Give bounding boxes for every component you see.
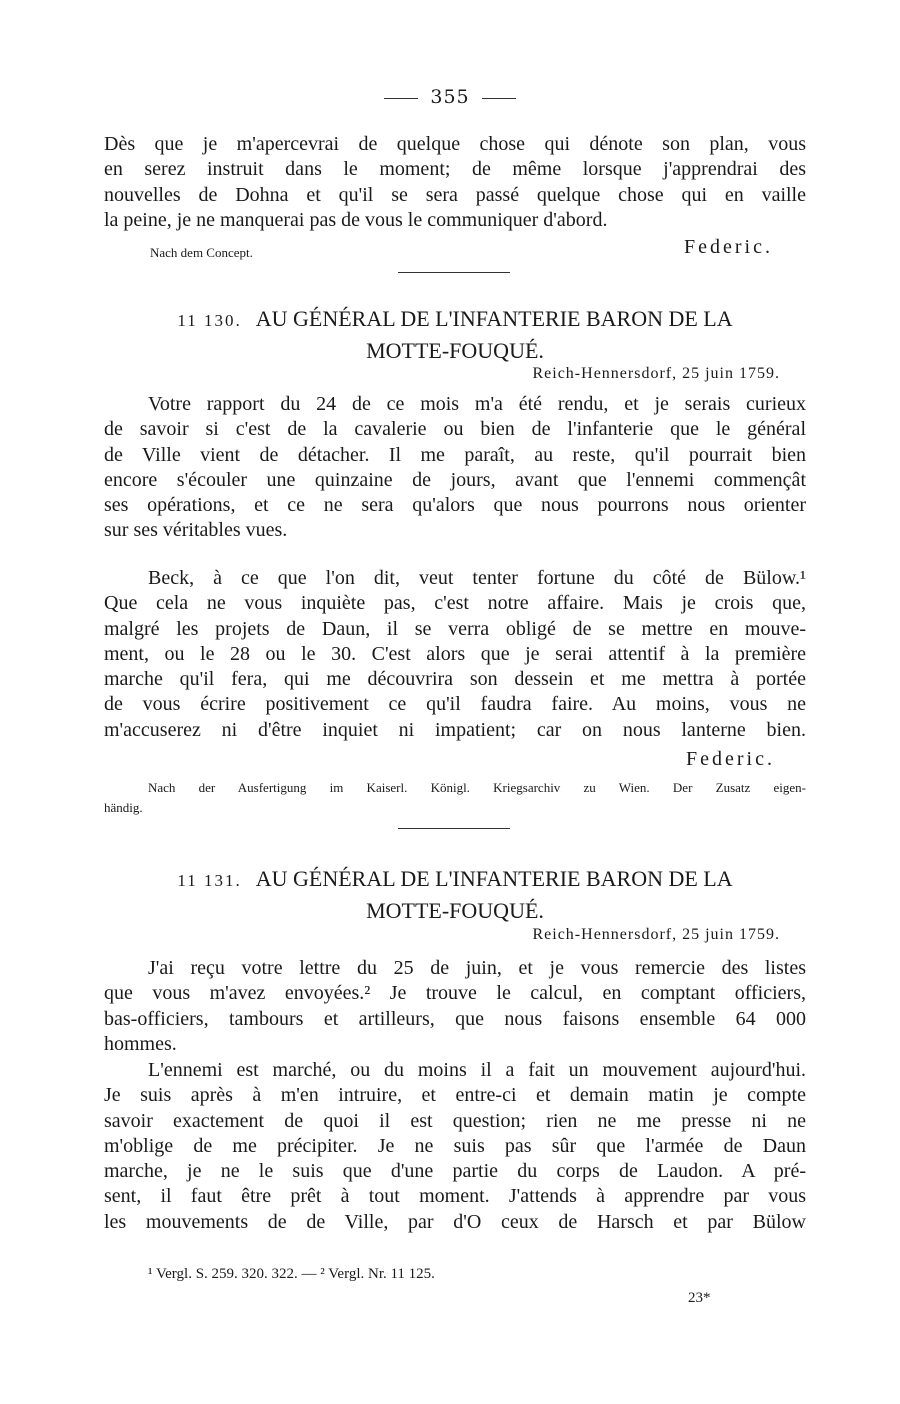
letter-number: 11 131.	[177, 871, 242, 890]
archive-note: Nach der Ausfertigung im Kaiserl. Königl. Kriegsarchiv zu Wien. Der Zusatz eigen-	[148, 780, 806, 795]
text-line: hommes.	[104, 1032, 177, 1055]
text-line: J'ai reçu votre lettre du 25 de juin, et je vous remercie des listes	[148, 957, 806, 979]
section-divider	[398, 272, 510, 273]
text-line: m'oblige de me précipiter. Je ne suis pas sûr que l'armée de Daun	[104, 1134, 806, 1157]
letter-heading-11131	[130, 864, 780, 926]
text-line: Votre rapport du 24 de ce mois m'a été rendu, et je serais curieux	[148, 393, 806, 415]
letter-number: 11 130.	[177, 311, 242, 330]
letter-heading-11130	[130, 304, 780, 366]
page-number	[0, 86, 900, 108]
top-paragraph	[104, 132, 806, 233]
signature: Federic.	[684, 236, 773, 258]
text-line: de vous écrire positivement ce qu'il faudra faire. Au moins, vous ne	[104, 693, 806, 716]
text-line: m'accuserez ni d'être inquiet ni impatient; car on nous lanterne bien.	[104, 718, 806, 741]
text-line: L'ennemi est marché, ou du moins il a fait un mouvement aujourd'hui.	[148, 1059, 806, 1081]
letter-11130-para2	[104, 566, 806, 743]
text-line: Que cela ne vous inquiète pas, c'est notre affaire. Mais je crois que,	[104, 592, 806, 615]
footnotes: ¹ Vergl. S. 259. 320. 322. — ² Vergl. Nr. 11 125.	[148, 1266, 435, 1282]
text-line: bas-officiers, tambours et artilleurs, que nous faisons ensemble 64 000	[104, 1007, 806, 1030]
text-line: marche, je ne le suis que d'une partie du corps de Laudon. A pré-	[104, 1160, 806, 1183]
heading-line-2: MOTTE-FOUQUÉ.	[366, 898, 544, 923]
text-line: en serez instruit dans le moment; de même lorsque j'apprendrai des	[104, 158, 806, 181]
text-line: marche qu'il fera, qui me découvrira son dessein et me mettra à portée	[104, 668, 806, 691]
text-line: sent, il faut être prêt à tout moment. J'attends à apprendre par vous	[104, 1185, 806, 1208]
heading-line	[130, 864, 780, 896]
letter-11131-para1	[104, 956, 806, 1057]
letter-11131-para2	[104, 1058, 806, 1235]
text-line: Dès que je m'apercevrai de quelque chose qui dénote son plan, vous	[104, 133, 806, 155]
text-line: Beck, à ce que l'on dit, veut tenter fortune du côté de Bülow.¹	[148, 567, 806, 589]
heading-text: AU GÉNÉRAL DE L'INFANTERIE BARON DE LA	[255, 306, 733, 331]
source-note-concept: Nach dem Concept.	[150, 245, 253, 260]
heading-text: AU GÉNÉRAL DE L'INFANTERIE BARON DE LA	[255, 866, 733, 891]
text-line: ment, ou le 28 ou le 30. C'est alors que je serai attentif à la première	[104, 642, 806, 665]
dateline: Reich-Hennersdorf, 25 juin 1759.	[532, 365, 780, 382]
text-line: que vous m'avez envoyées.² Je trouve le calcul, en comptant officiers,	[104, 982, 806, 1005]
section-divider	[398, 828, 510, 829]
heading-line-2: MOTTE-FOUQUÉ.	[366, 338, 544, 363]
sheet-signature-mark: 23*	[688, 1290, 711, 1306]
page-number-dash-right	[482, 98, 516, 99]
text-line: encore s'écouler une quinzaine de jours, avant que l'ennemi commençât	[104, 468, 806, 491]
text-line: nouvelles de Dohna et qu'il se sera passé quelque chose qui en vaille	[104, 183, 806, 206]
page-number-dash-left	[384, 98, 418, 99]
letter-11130-para1	[104, 392, 806, 544]
text-line: les mouvements de de Ville, par d'O ceux de Harsch et par Bülow	[104, 1210, 806, 1233]
text-line: Je suis après à m'en intruire, et entre-ci et demain matin je compte	[104, 1084, 806, 1107]
text-line: savoir exactement de quoi il est question; rien ne me presse ni ne	[104, 1109, 806, 1132]
archive-note-continued: händig.	[104, 800, 143, 815]
text-line: ses opérations, et ce ne sera qu'alors que nous pourrons nous orienter	[104, 494, 806, 517]
text-line: malgré les projets de Daun, il se verra obligé de se mettre en mouve-	[104, 617, 806, 640]
text-line: de Ville vient de détacher. Il me paraît, au reste, qu'il pourrait bien	[104, 443, 806, 466]
heading-line	[130, 304, 780, 336]
page-number-text: 355	[430, 86, 470, 108]
signature: Federic.	[686, 748, 775, 770]
dateline: Reich-Hennersdorf, 25 juin 1759.	[532, 926, 780, 943]
text-line: de savoir si c'est de la cavalerie ou bien de l'infanterie que le général	[104, 418, 806, 441]
text-line: la peine, je ne manquerai pas de vous le communiquer d'abord.	[104, 208, 608, 231]
text-line: sur ses véritables vues.	[104, 519, 288, 542]
